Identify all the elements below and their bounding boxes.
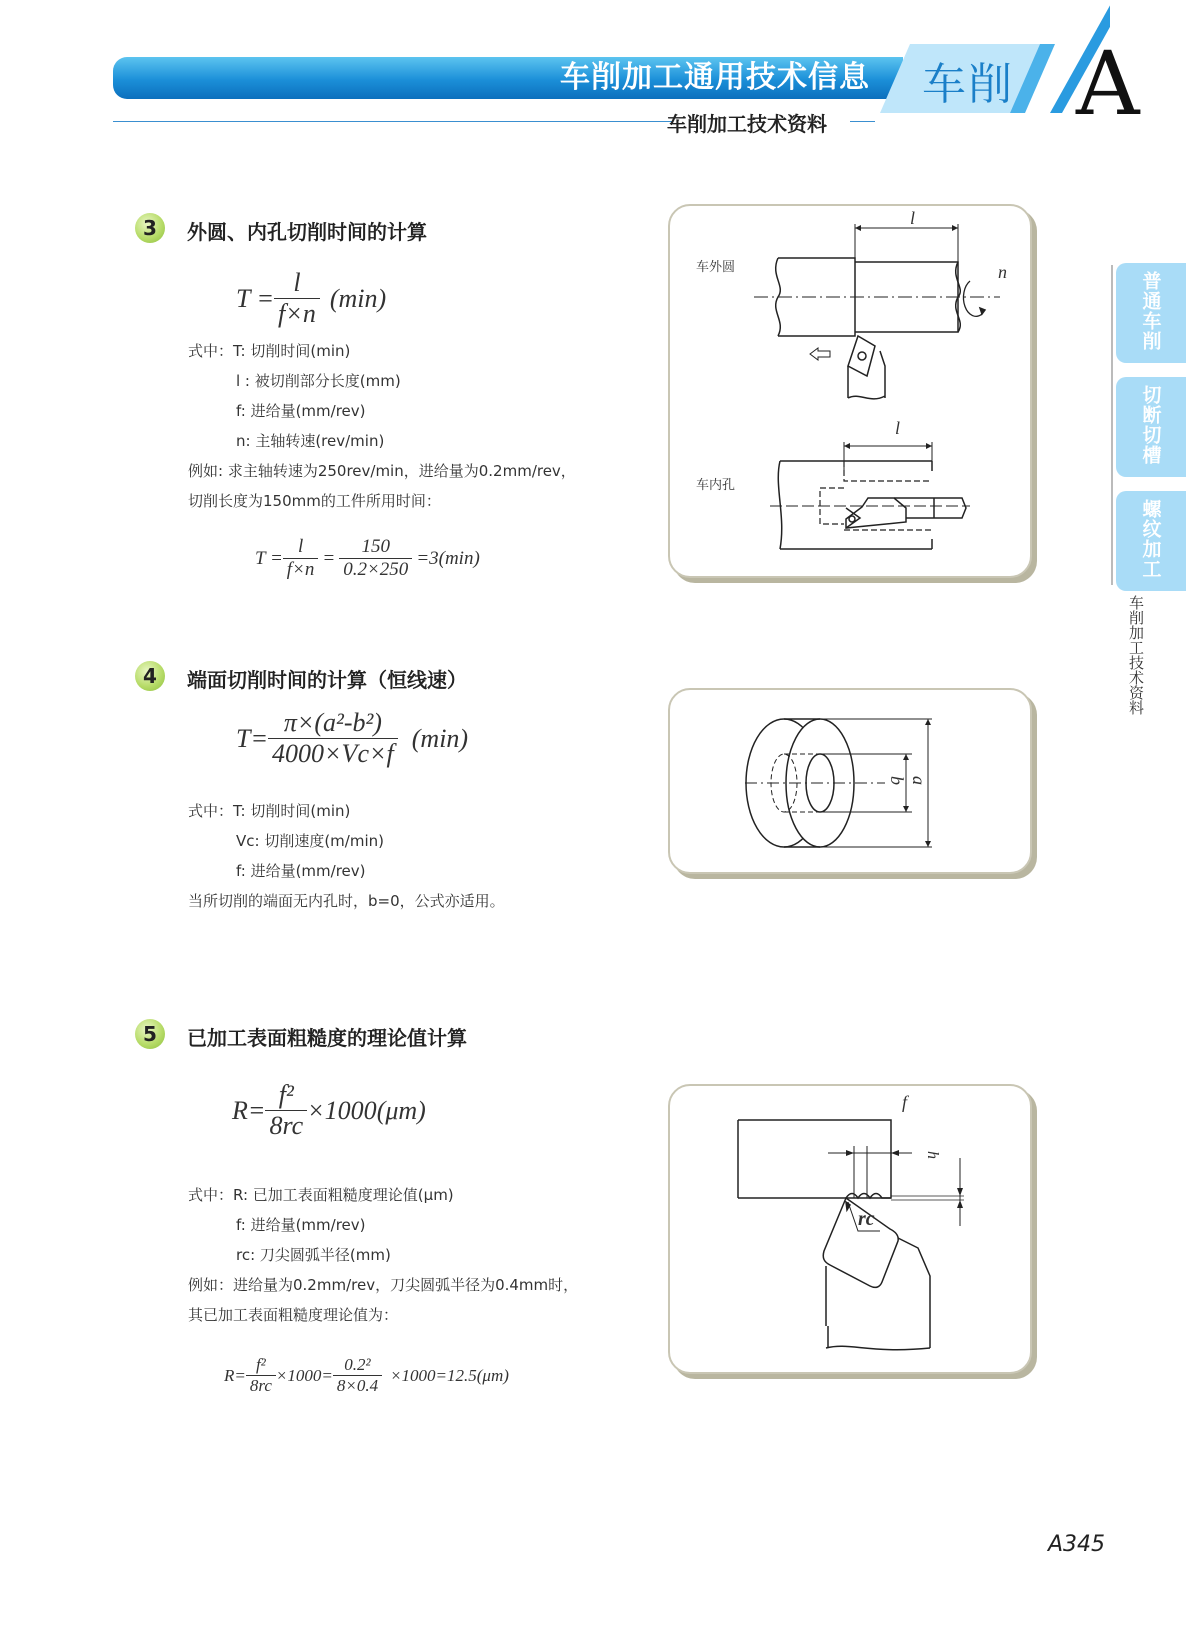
page-number: A345 <box>1048 1532 1106 1557</box>
header-rule <box>850 121 875 122</box>
dim-f: f <box>902 1092 908 1112</box>
example-formula: T = $\frac{l}{f\times n}$ = $\frac{150}{0.2\times 250}$ =3(min) <box>255 536 480 580</box>
side-caption: 车削加工技术资料 <box>1127 595 1145 715</box>
turning-diagram <box>670 206 1030 576</box>
dim-h: h <box>924 1151 941 1159</box>
example-formula: R= $\frac{\text{f²}}{8rc}$ ×1000= $\frac{\text{0.2²}}{8\times 0.4}$ ×1000=12.5(μm) <box>224 1355 509 1395</box>
side-tab-general-turning[interactable]: 普通车削 <box>1116 263 1186 363</box>
formula-facing-time: T= $\frac{\text{π×(a²-b²)}}{4000\times Vc\times f}$ (min) <box>236 708 469 768</box>
label-outer-turning: 车外圆 <box>696 260 736 275</box>
rotation-n: n <box>998 262 1007 282</box>
formula-cutting-time: T = $\frac{l}{f\times n}$ (min) <box>236 268 387 328</box>
section-title: 外圆、内孔切削时间的计算 <box>187 220 427 244</box>
header-rule <box>113 121 673 122</box>
legend-block: 式中：T: 切削时间(min) Vc: 切削速度(m/min) f: 进给量(mm/rev) 当所切削的端面无内孔时，b=0，公式亦适用。 <box>188 802 505 910</box>
side-tab-parting-grooving[interactable]: 切断切槽 <box>1116 377 1186 477</box>
side-tab-threading[interactable]: 螺纹加工 <box>1116 491 1186 591</box>
dim-a: a <box>909 776 929 785</box>
section-number-badge: 5 <box>135 1019 165 1049</box>
label-rc: rc <box>858 1208 875 1230</box>
label-inner-turning: 车内孔 <box>696 478 736 493</box>
section-number-badge: 4 <box>135 661 165 691</box>
side-nav-line <box>1111 265 1113 585</box>
legend-block: 式中：T: 切削时间(min) l : 被切削部分长度(mm) f: 进给量(mm/rev) n: 主轴转速(rev/min) 例如: 求主轴转速为250rev/min，进给量为0.2mm/rev， 切削长度为150mm的工件所用时间： <box>188 342 576 510</box>
header-tab-label: 车削 <box>922 59 1014 110</box>
section-letter: A <box>1076 32 1140 135</box>
figure-facing-panel <box>668 688 1032 874</box>
ring-diagram <box>670 690 1030 872</box>
figure-turning-panel <box>668 204 1032 578</box>
header-title: 车削加工通用技术信息 <box>560 60 870 95</box>
dim-l-inner: l <box>895 418 901 438</box>
legend-block: 式中：R: 已加工表面粗糙度理论值(μm) f: 进给量(mm/rev) rc: 刀尖圆弧半径(mm) 例如：进给量为0.2mm/rev，刀尖圆弧半径为0.4mm时， 其已加工表面粗糙度理论值为： <box>188 1186 579 1324</box>
figure-roughness-panel <box>668 1084 1032 1374</box>
header-subtitle: 车削加工技术资料 <box>667 112 827 136</box>
section-title: 端面切削时间的计算（恒线速） <box>187 668 467 692</box>
section-title: 已加工表面粗糙度的理论值计算 <box>187 1026 467 1050</box>
dim-b: b <box>887 776 907 785</box>
formula-roughness: R= $\frac{\text{f²}}{8rc}$ ×1000 (μm) <box>232 1080 426 1140</box>
section-number-badge: 3 <box>135 213 165 243</box>
roughness-diagram <box>670 1086 1030 1372</box>
dim-l: l <box>910 208 916 228</box>
